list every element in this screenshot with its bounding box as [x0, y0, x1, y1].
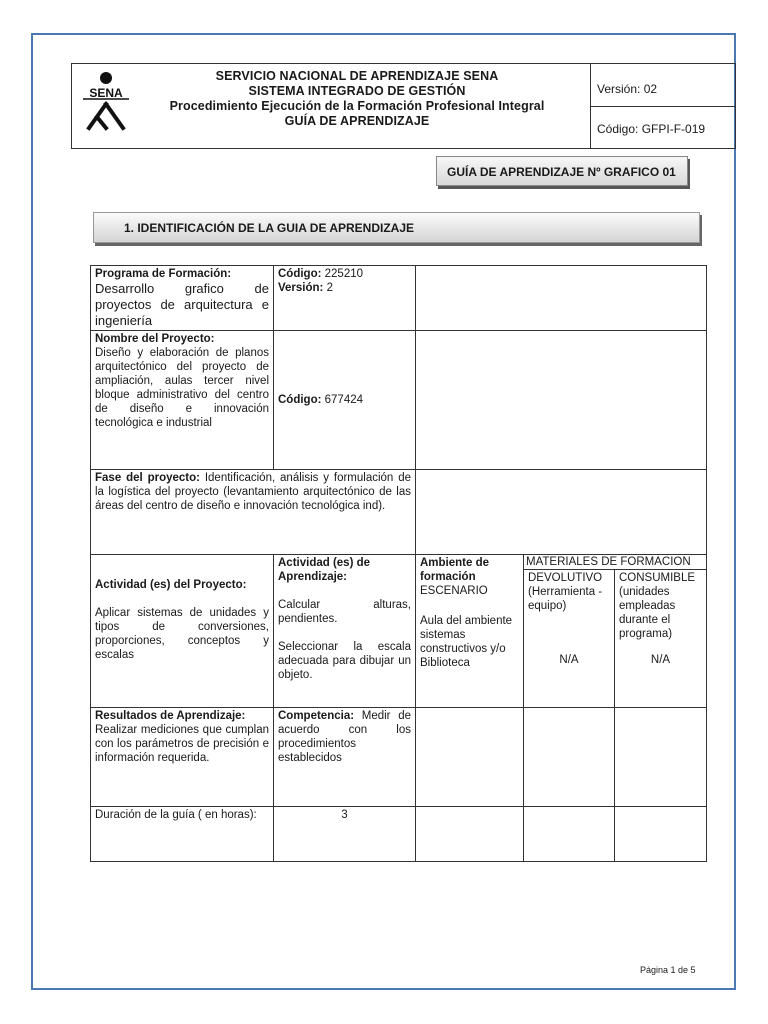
fase-value: Identificación, análisis y formulación de la logística del proyecto (levantamiento arquitectónico de las áreas del centro de diseño e innovación tecnológica ind). [95, 472, 411, 512]
ambiente-escenario: ESCENARIO [420, 585, 488, 597]
codigo-value: 225210 [324, 268, 364, 280]
identification-table [90, 265, 707, 862]
nombre-codigo-cell [274, 331, 416, 470]
devolutivo-label: DEVOLUTIVO [528, 572, 603, 584]
consumible-cell [615, 570, 707, 708]
fase-empty-cell [416, 470, 707, 555]
ambiente-label: Ambiente de formación [420, 557, 490, 583]
actividad-aprendizaje-cell [274, 555, 416, 708]
header-codigo: Código: GFPI-F-019 [597, 122, 706, 136]
actividad-proyecto-value: Aplicar sistemas de unidades y tipos de conversiones, proporciones, conceptos y escalas [95, 607, 269, 661]
consumible-value: N/A [650, 654, 671, 666]
consumible-label: CONSUMIBLE [619, 572, 696, 584]
programa-empty-cell [416, 266, 707, 331]
nombre-value: Diseño y elaboración de planos arquitectónico del proyecto de ampliación, aulas tercer nivel bloque administrativo del centro de diseño e innovación tecnológica e industrial [95, 347, 269, 429]
table-row-actividades [91, 555, 707, 570]
section-title: 1. IDENTIFICACIÓN DE LA GUIA DE APRENDIZAJE [93, 212, 700, 243]
competencia-cell [274, 708, 416, 807]
duracion-cell [91, 807, 274, 862]
ambiente-cell [416, 555, 524, 708]
header-title-block [127, 69, 587, 129]
duracion-label: Duración de la guía ( en horas): [95, 809, 257, 821]
header-line-2: SISTEMA INTEGRADO DE GESTIÓN [248, 84, 466, 98]
codigo-label: Código: [278, 268, 322, 280]
header-line-4: GUÍA DE APRENDIZAJE [284, 114, 430, 128]
duracion-value-cell [274, 807, 416, 862]
devolutivo-cell [524, 570, 615, 708]
devolutivo-desc: (Herramienta - equipo) [528, 586, 603, 612]
competencia-value: Medir de acuerdo con los procedimientos establecidos [278, 710, 411, 764]
materiales-label: MATERIALES DE FORMACION [526, 556, 691, 568]
nombre-codigo-label: Código: [278, 394, 322, 406]
sena-logo-icon [79, 70, 133, 132]
table-row-fase [91, 470, 707, 555]
actividad-proyecto-label: Actividad (es) del Proyecto: [95, 579, 247, 591]
table-row-programa [91, 266, 707, 331]
actividad-proyecto-cell [91, 555, 274, 708]
nombre-cell [91, 331, 274, 470]
resultados-empty-1 [416, 708, 524, 807]
header-divider-horizontal [590, 106, 736, 107]
header-line-1: SERVICIO NACIONAL DE APRENDIZAJE SENA [215, 69, 499, 83]
programa-label: Programa de Formación: [95, 268, 232, 280]
table-row-nombre [91, 331, 707, 470]
actividad-aprendizaje-1: Calcular alturas, pendientes. [278, 599, 411, 625]
version-label: Versión: [278, 282, 324, 294]
header-line-3: Procedimiento Ejecución de la Formación Profesional Integral [169, 99, 545, 113]
svg-text:SENA: SENA [89, 86, 123, 100]
programa-cell [91, 266, 274, 331]
actividad-aprendizaje-label: Actividad (es) de Aprendizaje: [278, 557, 371, 583]
actividad-aprendizaje-2: Seleccionar la escala adecuada para dibujar un objeto. [278, 641, 411, 681]
table-row-duracion [91, 807, 707, 862]
resultados-empty-2 [524, 708, 615, 807]
ambiente-value: Aula del ambiente sistemas constructivos y/o Biblioteca [420, 615, 513, 669]
duracion-empty-2 [524, 807, 615, 862]
page-number: Página 1 de 5 [640, 965, 696, 975]
resultados-cell [91, 708, 274, 807]
devolutivo-value: N/A [559, 654, 579, 666]
version-value: 2 [326, 282, 333, 294]
table-row-resultados [91, 708, 707, 807]
resultados-value: Realizar mediciones que cumplan con los parámetros de precisión e información requerida. [95, 724, 269, 764]
duracion-empty-3 [615, 807, 707, 862]
materiales-header-cell [524, 555, 707, 570]
resultados-label: Resultados de Aprendizaje: [95, 710, 246, 722]
consumible-desc: (unidades empleadas durante el programa) [619, 586, 676, 640]
fase-label: Fase del proyecto: [95, 472, 200, 484]
duracion-empty-1 [416, 807, 524, 862]
nombre-empty-cell [416, 331, 707, 470]
header-version: Versión: 02 [597, 82, 658, 96]
competencia-label: Competencia: [278, 710, 355, 722]
guide-title-tab: GUÍA DE APRENDIZAJE Nº GRAFICO 01 [436, 156, 688, 186]
nombre-codigo-value: 677424 [324, 394, 364, 406]
fase-cell [91, 470, 416, 555]
nombre-label: Nombre del Proyecto: [95, 333, 215, 345]
programa-value: Desarrollo grafico de proyectos de arquitectura e ingeniería [95, 281, 269, 328]
resultados-empty-3 [615, 708, 707, 807]
document-header [71, 63, 736, 149]
duracion-value: 3 [341, 809, 348, 821]
programa-codigo-cell [274, 266, 416, 331]
